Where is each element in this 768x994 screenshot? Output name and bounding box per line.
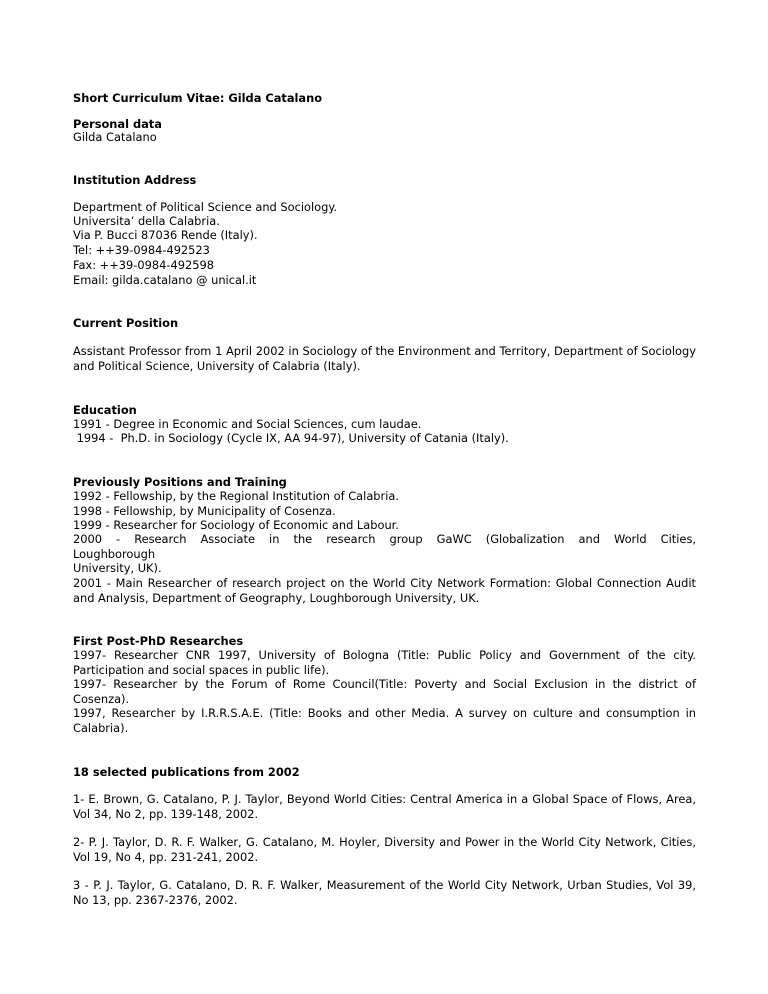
position-item-continued: Loughborough — [73, 547, 156, 561]
document-title: Short Curriculum Vitae: Gilda Catalano — [73, 91, 323, 105]
current-position-heading: Current Position — [73, 316, 179, 330]
institution-heading: Institution Address — [73, 173, 197, 187]
position-item: 1998 - Fellowship, by Municipality of Cosenza. — [73, 504, 336, 518]
publication-item: 2- P. J. Taylor, D. R. F. Walker, G. Catalano, M. Hoyler, Diversity and Power in the World City Network, Cities, Vol 19, No 4, pp. 231-241, 2002. — [73, 835, 696, 864]
position-item-continued: University, UK). — [73, 561, 162, 575]
address-line: Via P. Bucci 87036 Rende (Italy). — [73, 228, 258, 242]
previous-positions-heading: Previously Positions and Training — [73, 475, 287, 489]
publications-heading: 18 selected publications from 2002 — [73, 765, 300, 779]
education-item: 1994 - Ph.D. in Sociology (Cycle IX, AA 94-97), University of Catania (Italy). — [73, 431, 509, 445]
address-line: Fax: ++39-0984-492598 — [73, 258, 214, 272]
position-item: 2000 - Research Associate in the research group GaWC (Globalization and World Cities, — [73, 532, 696, 546]
address-line: Universita’ della Calabria. — [73, 214, 220, 228]
first-postphd-heading: First Post-PhD Researches — [73, 634, 244, 648]
research-item: 1997- Researcher CNR 1997, University of Bologna (Title: Public Policy and Government of the city. Participation and social spaces in public life). — [73, 648, 696, 677]
address-line: Department of Political Science and Sociology. — [73, 200, 338, 214]
position-item: 1992 - Fellowship, by the Regional Institution of Calabria. — [73, 489, 399, 503]
publication-item: 3 - P. J. Taylor, G. Catalano, D. R. F. Walker, Measurement of the World City Network, Urban Studies, Vol 39, No 13, pp. 2367-2376, 2002. — [73, 878, 696, 907]
position-item: 1999 - Researcher for Sociology of Economic and Labour. — [73, 518, 399, 532]
education-item: 1991 - Degree in Economic and Social Sciences, cum laudae. — [73, 417, 422, 431]
address-line: Tel: ++39-0984-492523 — [73, 243, 210, 257]
education-heading: Education — [73, 403, 137, 417]
publication-item: 1- E. Brown, G. Catalano, P. J. Taylor, Beyond World Cities: Central America in a Global Space of Flows, Area, Vol 34, No 2, pp. 139-148, 2002. — [73, 792, 696, 821]
personal-heading: Personal data — [73, 117, 162, 131]
email-line: Email: gilda.catalano @ unical.it — [73, 273, 257, 287]
personal-name: Gilda Catalano — [73, 130, 157, 144]
research-item: 1997- Researcher by the Forum of Rome Council(Title: Poverty and Social Exclusion in the district of Cosenza). — [73, 677, 696, 706]
position-item: 2001 - Main Researcher of research project on the World City Network Formation: Global Connection Audit and Analysis, Department of Geography, Loughborough University, UK. — [73, 576, 696, 605]
current-position-text: Assistant Professor from 1 April 2002 in Sociology of the Environment and Territory, Department of Sociology and Political Science, University of Calabria (Italy). — [73, 344, 696, 373]
research-item: 1997, Researcher by I.R.R.S.A.E. (Title: Books and other Media. A survey on culture and consumption in Calabria). — [73, 706, 696, 735]
